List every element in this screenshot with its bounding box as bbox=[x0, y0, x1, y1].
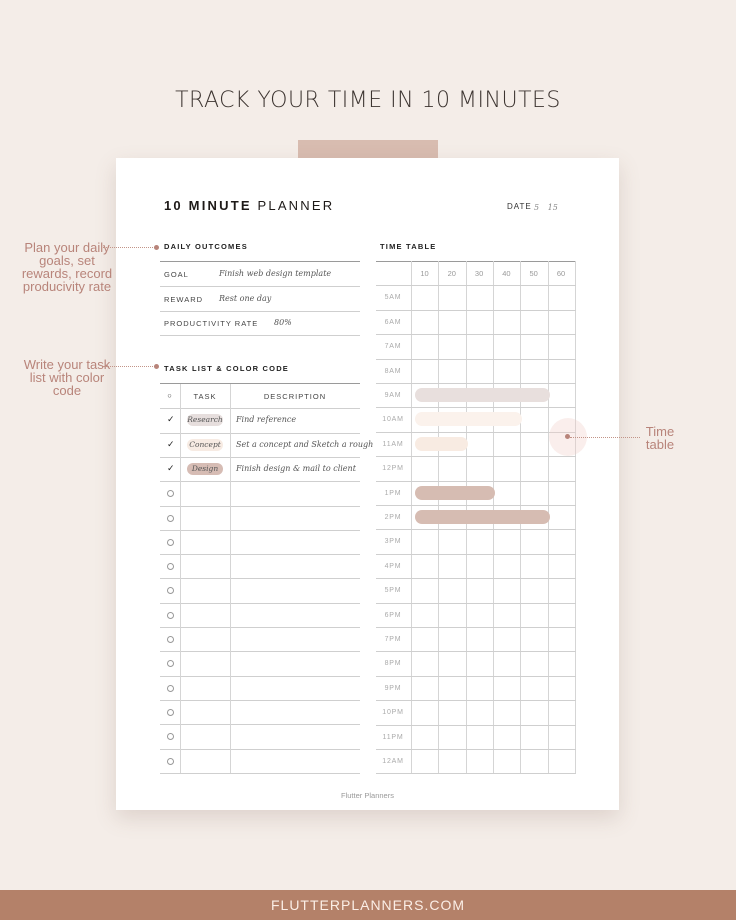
time-minute-label: 60 bbox=[556, 269, 566, 278]
time-minute-label: 20 bbox=[447, 269, 456, 278]
task-row-line bbox=[160, 603, 360, 604]
note-time-line bbox=[570, 437, 640, 438]
task-row-line bbox=[160, 676, 360, 677]
time-hour-label: 1PM bbox=[384, 489, 402, 497]
task-empty-circle bbox=[167, 515, 174, 522]
time-hour-label: 8AM bbox=[384, 367, 402, 375]
task-description: Finish design & mail to client bbox=[236, 463, 356, 473]
task-row-line bbox=[160, 457, 360, 458]
time-hour-label: 6PM bbox=[384, 611, 402, 619]
time-hour-label: 5PM bbox=[384, 587, 402, 595]
task-pill: Research bbox=[187, 415, 223, 425]
daily-outcomes-heading: DAILY OUTCOMES bbox=[164, 242, 248, 251]
time-row-line bbox=[376, 651, 576, 652]
time-row-line bbox=[376, 334, 576, 335]
time-row-line bbox=[376, 481, 576, 482]
task-row-line bbox=[160, 724, 360, 725]
task-empty-circle bbox=[167, 636, 174, 643]
task-row-line bbox=[160, 578, 360, 579]
task-empty-circle bbox=[167, 612, 174, 619]
time-row-line bbox=[376, 578, 576, 579]
task-empty-circle bbox=[167, 709, 174, 716]
time-row-line bbox=[376, 725, 576, 726]
time-minute-label: 30 bbox=[474, 269, 484, 278]
time-hour-label: 11PM bbox=[382, 733, 404, 741]
outcome-label: GOAL bbox=[164, 270, 189, 279]
outcome-row-line bbox=[160, 311, 360, 312]
page-headline: TRACK YOUR TIME IN 10 MINUTES bbox=[175, 88, 561, 113]
task-col-task: TASK bbox=[193, 392, 217, 401]
task-description: Set a concept and Sketch a rough bbox=[236, 439, 374, 449]
time-hour-label: 10AM bbox=[382, 416, 404, 424]
title-rest: PLANNER bbox=[257, 198, 335, 213]
time-row-line bbox=[376, 700, 576, 701]
time-hour-label: 10PM bbox=[382, 709, 404, 717]
task-row-line bbox=[160, 530, 360, 531]
note-goals-line bbox=[103, 247, 155, 248]
footer-url: FLUTTERPLANNERS.COM bbox=[0, 890, 736, 920]
task-pill: Concept bbox=[187, 439, 223, 451]
divider bbox=[160, 383, 360, 384]
time-row-line bbox=[376, 529, 576, 530]
outcome-row-line bbox=[160, 286, 360, 287]
time-block bbox=[415, 510, 550, 524]
note-tasks-dot bbox=[154, 364, 159, 369]
time-minute-label: 50 bbox=[529, 269, 538, 278]
time-row-line bbox=[376, 627, 576, 628]
task-empty-circle bbox=[167, 563, 174, 570]
note-goals-dot bbox=[154, 245, 159, 250]
time-header-line bbox=[376, 261, 576, 262]
time-block bbox=[415, 486, 495, 500]
time-row-line bbox=[376, 749, 576, 750]
time-hour-label: 11AM bbox=[382, 440, 404, 448]
time-hour-label: 4PM bbox=[384, 562, 402, 570]
task-row-line bbox=[160, 700, 360, 701]
planner-sheet bbox=[116, 158, 619, 810]
time-hour-label: 9PM bbox=[384, 684, 402, 692]
outcome-value: Finish web design template bbox=[219, 269, 332, 278]
time-col-line bbox=[575, 261, 576, 773]
task-row-line bbox=[160, 627, 360, 628]
outcome-value: 80% bbox=[274, 318, 292, 327]
task-check-icon: ✓ bbox=[167, 438, 175, 449]
time-row-line bbox=[376, 603, 576, 604]
time-hour-label: 8PM bbox=[384, 660, 402, 668]
time-row-line bbox=[376, 383, 576, 384]
note-tasks: Write your task list with color code bbox=[23, 357, 111, 398]
time-row-line bbox=[376, 432, 576, 433]
task-check-icon: ✓ bbox=[167, 462, 175, 473]
task-col-description: DESCRIPTION bbox=[263, 392, 327, 401]
time-minute-label: 40 bbox=[502, 269, 511, 278]
time-block bbox=[415, 388, 550, 402]
outcome-row-line bbox=[160, 335, 360, 336]
outcome-value: Rest one day bbox=[219, 293, 272, 303]
divider bbox=[160, 261, 360, 262]
time-hour-label: 2PM bbox=[384, 514, 402, 521]
planner-title bbox=[164, 198, 334, 213]
date-label: DATE bbox=[507, 202, 532, 211]
task-description: Find reference bbox=[236, 415, 297, 425]
task-row-line bbox=[160, 749, 360, 750]
time-block bbox=[415, 437, 468, 451]
task-empty-circle bbox=[167, 490, 174, 497]
task-empty-circle bbox=[167, 539, 174, 546]
task-col-divider bbox=[230, 384, 231, 773]
outcome-label: REWARD bbox=[164, 294, 204, 304]
task-row-line bbox=[160, 651, 360, 652]
date-value: 5 15 bbox=[534, 203, 558, 212]
outcome-label: PRODUCTIVITY RATE bbox=[164, 319, 259, 328]
note-tasks-line bbox=[103, 366, 155, 367]
time-row-line bbox=[376, 676, 576, 677]
task-empty-circle bbox=[167, 660, 174, 667]
time-block bbox=[415, 412, 522, 426]
time-col-line bbox=[411, 261, 412, 773]
task-row-line bbox=[160, 506, 360, 507]
task-row-line bbox=[160, 481, 360, 482]
time-hour-label: 5AM bbox=[384, 294, 402, 302]
time-table-heading: TIME TABLE bbox=[380, 242, 437, 251]
time-hour-label: 12PM bbox=[382, 465, 404, 473]
task-row-line bbox=[160, 554, 360, 555]
time-hour-label: 3PM bbox=[384, 538, 402, 546]
time-row-line bbox=[376, 359, 576, 360]
time-hour-label: 6AM bbox=[384, 318, 402, 326]
time-minute-label: 10 bbox=[420, 269, 429, 278]
time-hour-label: 9AM bbox=[384, 392, 402, 399]
task-pill: Design bbox=[187, 463, 223, 475]
time-row-line bbox=[376, 310, 576, 311]
task-empty-circle bbox=[167, 685, 174, 692]
task-check-icon: ✓ bbox=[167, 414, 175, 425]
time-hour-label: 7PM bbox=[384, 636, 402, 643]
task-row-line bbox=[160, 433, 360, 434]
brand-mark: Flutter Planners bbox=[341, 791, 394, 800]
time-row-line bbox=[376, 285, 576, 286]
time-hour-label: 7AM bbox=[384, 343, 402, 351]
task-empty-circle bbox=[167, 587, 174, 594]
time-row-line bbox=[376, 773, 576, 774]
task-col-divider bbox=[180, 384, 181, 773]
time-hour-label: 12AM bbox=[382, 758, 404, 765]
time-row-line bbox=[376, 554, 576, 555]
title-bold: 10 MINUTE bbox=[164, 198, 252, 213]
task-empty-circle bbox=[167, 758, 174, 765]
note-goals: Plan your daily goals, set rewards, record producivity rate bbox=[21, 240, 113, 294]
task-col-check: ○ bbox=[167, 391, 173, 400]
note-time: Time table bbox=[645, 424, 675, 452]
time-row-line bbox=[376, 407, 576, 408]
time-row-line bbox=[376, 456, 576, 457]
task-row-line bbox=[160, 773, 360, 774]
task-empty-circle bbox=[167, 733, 174, 740]
task-row-line bbox=[160, 408, 360, 409]
task-list-heading: TASK LIST & COLOR CODE bbox=[164, 364, 290, 373]
time-row-line bbox=[376, 505, 576, 506]
